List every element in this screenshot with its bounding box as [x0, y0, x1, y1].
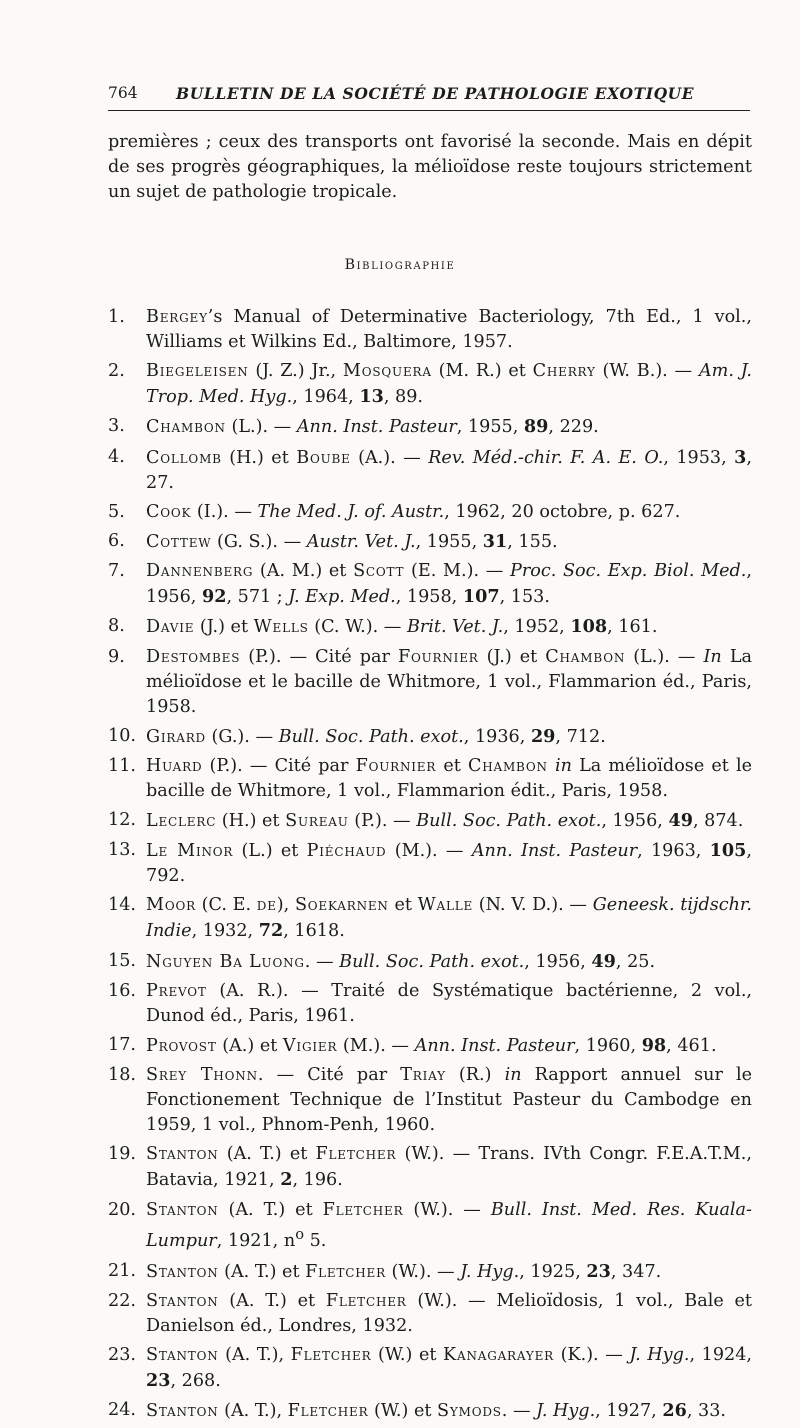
bibliography-entry: [108, 893, 752, 944]
entry-text: Stanton (A. T.) et Fletcher (W.). — Trans. IVth Congr. F.E.A.T.M., Batavia, 1921, 2, 196.: [146, 1144, 752, 1191]
bibliography-entry: [108, 1398, 752, 1424]
bibliography-entry: [108, 529, 752, 555]
entry-text: Stanton (A. T.) et Fletcher (W.). — J. Hyg., 1925, 23, 347.: [146, 1260, 662, 1282]
bibliography-entry: [108, 1343, 752, 1394]
entry-text: Davie (J.) et Wells (C. W.). — Brit. Vet. J., 1952, 108, 161.: [146, 616, 658, 638]
entry-number: 12.: [108, 810, 136, 831]
running-header: [108, 84, 750, 111]
running-title: BULLETIN DE LA SOCIÉTÉ DE PATHOLOGIE EXOTIQUE: [176, 84, 695, 103]
entry-number: 2.: [108, 361, 125, 382]
bibliography-entry: [108, 1259, 752, 1285]
entry-text: Nguyen Ba Luong. — Bull. Soc. Path. exot., 1956, 49, 25.: [146, 950, 656, 972]
bibliography-list: [108, 305, 752, 1428]
entry-number: 21.: [108, 1260, 136, 1281]
entry-number: 23.: [108, 1344, 136, 1365]
entry-text: Dannenberg (A. M.) et Scott (E. M.). — Proc. Soc. Exp. Biol. Med., 1956, 92, 571 ; J. Exp. Med., 1958, 107, 153.: [146, 561, 752, 608]
entry-text: Leclerc (H.) et Sureau (P.). — Bull. Soc. Path. exot., 1956, 49, 874.: [146, 810, 744, 832]
bibliography-heading: Bibliographie: [344, 257, 456, 273]
entry-number: 20.: [108, 1199, 136, 1220]
bibliography-entry: [108, 305, 752, 355]
entry-text: Cottew (G. S.). — Austr. Vet. J., 1955, 31, 155.: [146, 530, 558, 552]
entry-text: Cook (I.). — The Med. J. of. Austr., 1962, 20 octobre, p. 627.: [146, 501, 681, 522]
entry-number: 22.: [108, 1290, 136, 1311]
entry-number: 10.: [108, 725, 136, 746]
body-paragraph: premières ; ceux des transports ont favorisé la seconde. Mais en dépit de ses progrès géographiques, la mélioïdose reste toujours strictement un sujet de pathologie tropicale.: [108, 132, 752, 202]
entry-number: 15.: [108, 950, 136, 971]
entry-number: 17.: [108, 1035, 136, 1055]
bibliography-entry: [108, 359, 752, 410]
entry-text: Biegeleisen (J. Z.) Jr., Mosquera (M. R.) et Cherry (W. B.). — Am. J. Trop. Med. Hyg., 1964, 13, 89.: [146, 361, 753, 408]
bibliography-entry: [108, 614, 752, 640]
entry-number: 1.: [108, 307, 125, 327]
entry-number: 6.: [108, 530, 125, 551]
bibliography-entry: [108, 559, 752, 610]
entry-text: Moor (C. E. de), Soekarnen et Walle (N. V. D.). — Geneesk. tijdschr. Indie, 1932, 72, 1618.: [146, 895, 752, 942]
bibliography-entry: [108, 838, 752, 889]
bibliography-entry: [108, 445, 752, 496]
entry-number: 13.: [108, 840, 136, 861]
entry-number: 8.: [108, 616, 125, 637]
bibliography-entry: [108, 500, 752, 525]
entry-text: Huard (P.). — Cité par Fournier et Chambon in La mélioïdose et le bacille de Whitmore, 1 vol., Flammarion édit., Paris, 1958.: [146, 755, 753, 801]
bibliography-entry: [108, 724, 752, 750]
entry-number: 4.: [108, 446, 125, 467]
bibliography-entry: [108, 949, 752, 975]
entry-number: 5.: [108, 501, 125, 522]
entry-number: 19.: [108, 1144, 136, 1165]
bibliography-entry: [108, 645, 752, 720]
entry-number: 18.: [108, 1065, 136, 1086]
entry-text: Prevot (A. R.). — Traité de Systématique bactérienne, 2 vol., Dunod éd., Paris, 1961.: [146, 980, 752, 1026]
entry-text: Le Minor (L.) et Piéchaud (M.). — Ann. Inst. Pasteur, 1963, 105, 792.: [146, 840, 752, 887]
entry-text: Girard (G.). — Bull. Soc. Path. exot., 1936, 29, 712.: [146, 725, 606, 747]
bibliography-entry: [108, 754, 752, 804]
entry-text: Srey Thonn. — Cité par Triay (R.) in Rapport annuel sur le Fonctionement Technique de l’Institut Pasteur du Cambodge en 1959, 1 vol., Phnom-Penh, 1960.: [146, 1065, 752, 1136]
entry-number: 7.: [108, 561, 125, 582]
bibliography-entry: [108, 1289, 752, 1339]
entry-number: 14.: [108, 895, 136, 916]
entry-text: Bergey’s Manual of Determinative Bacteriology, 7th Ed., 1 vol., Williams et Wilkins Ed., Baltimore, 1957.: [146, 307, 752, 352]
bibliography-entry: [108, 808, 752, 834]
bibliography-entry: [108, 1142, 752, 1193]
entry-number: 11.: [108, 755, 136, 776]
entry-number: 16.: [108, 980, 136, 1001]
entry-text: Stanton (A. T.) et Fletcher (W.). — Melioïdosis, 1 vol., Bale et Danielson éd., Londres, 1932.: [146, 1290, 752, 1336]
entry-text: Stanton (A. T.), Fletcher (W.) et Symods. — J. Hyg., 1927, 26, 33.: [146, 1400, 726, 1422]
page-number: 764: [108, 84, 138, 102]
entry-text: Destombes (P.). — Cité par Fournier (J.) et Chambon (L.). — In La mélioïdose et le bacille de Whitmore, 1 vol., Flammarion éd., Paris, 1958.: [146, 646, 752, 717]
bibliography-entry: [108, 1063, 752, 1138]
bibliography-entry: [108, 1198, 752, 1255]
bibliography-entry: [108, 1033, 752, 1059]
bibliography-entry: [108, 979, 752, 1029]
entry-number: 3.: [108, 416, 125, 437]
entry-text: Chambon (L.). — Ann. Inst. Pasteur, 1955, 89, 229.: [146, 416, 599, 438]
bibliography-entry: [108, 414, 752, 440]
entry-text: Collomb (H.) et Boube (A.). — Rev. Méd.-chir. F. A. E. O., 1953, 3, 27.: [146, 446, 752, 493]
entry-text: Stanton (A. T.), Fletcher (W.) et Kanagarayer (K.). — J. Hyg., 1924, 23, 268.: [146, 1344, 753, 1391]
entry-text: Stanton (A. T.) et Fletcher (W.). — Bull. Inst. Med. Res. Kuala-Lumpur, 1921, $n^o$ 5.: [146, 1199, 752, 1252]
entry-number: 9.: [108, 646, 125, 667]
entry-number: 24.: [108, 1400, 136, 1421]
entry-text: Provost (A.) et Vigier (M.). — Ann. Inst. Pasteur, 1960, 98, 461.: [146, 1035, 717, 1056]
